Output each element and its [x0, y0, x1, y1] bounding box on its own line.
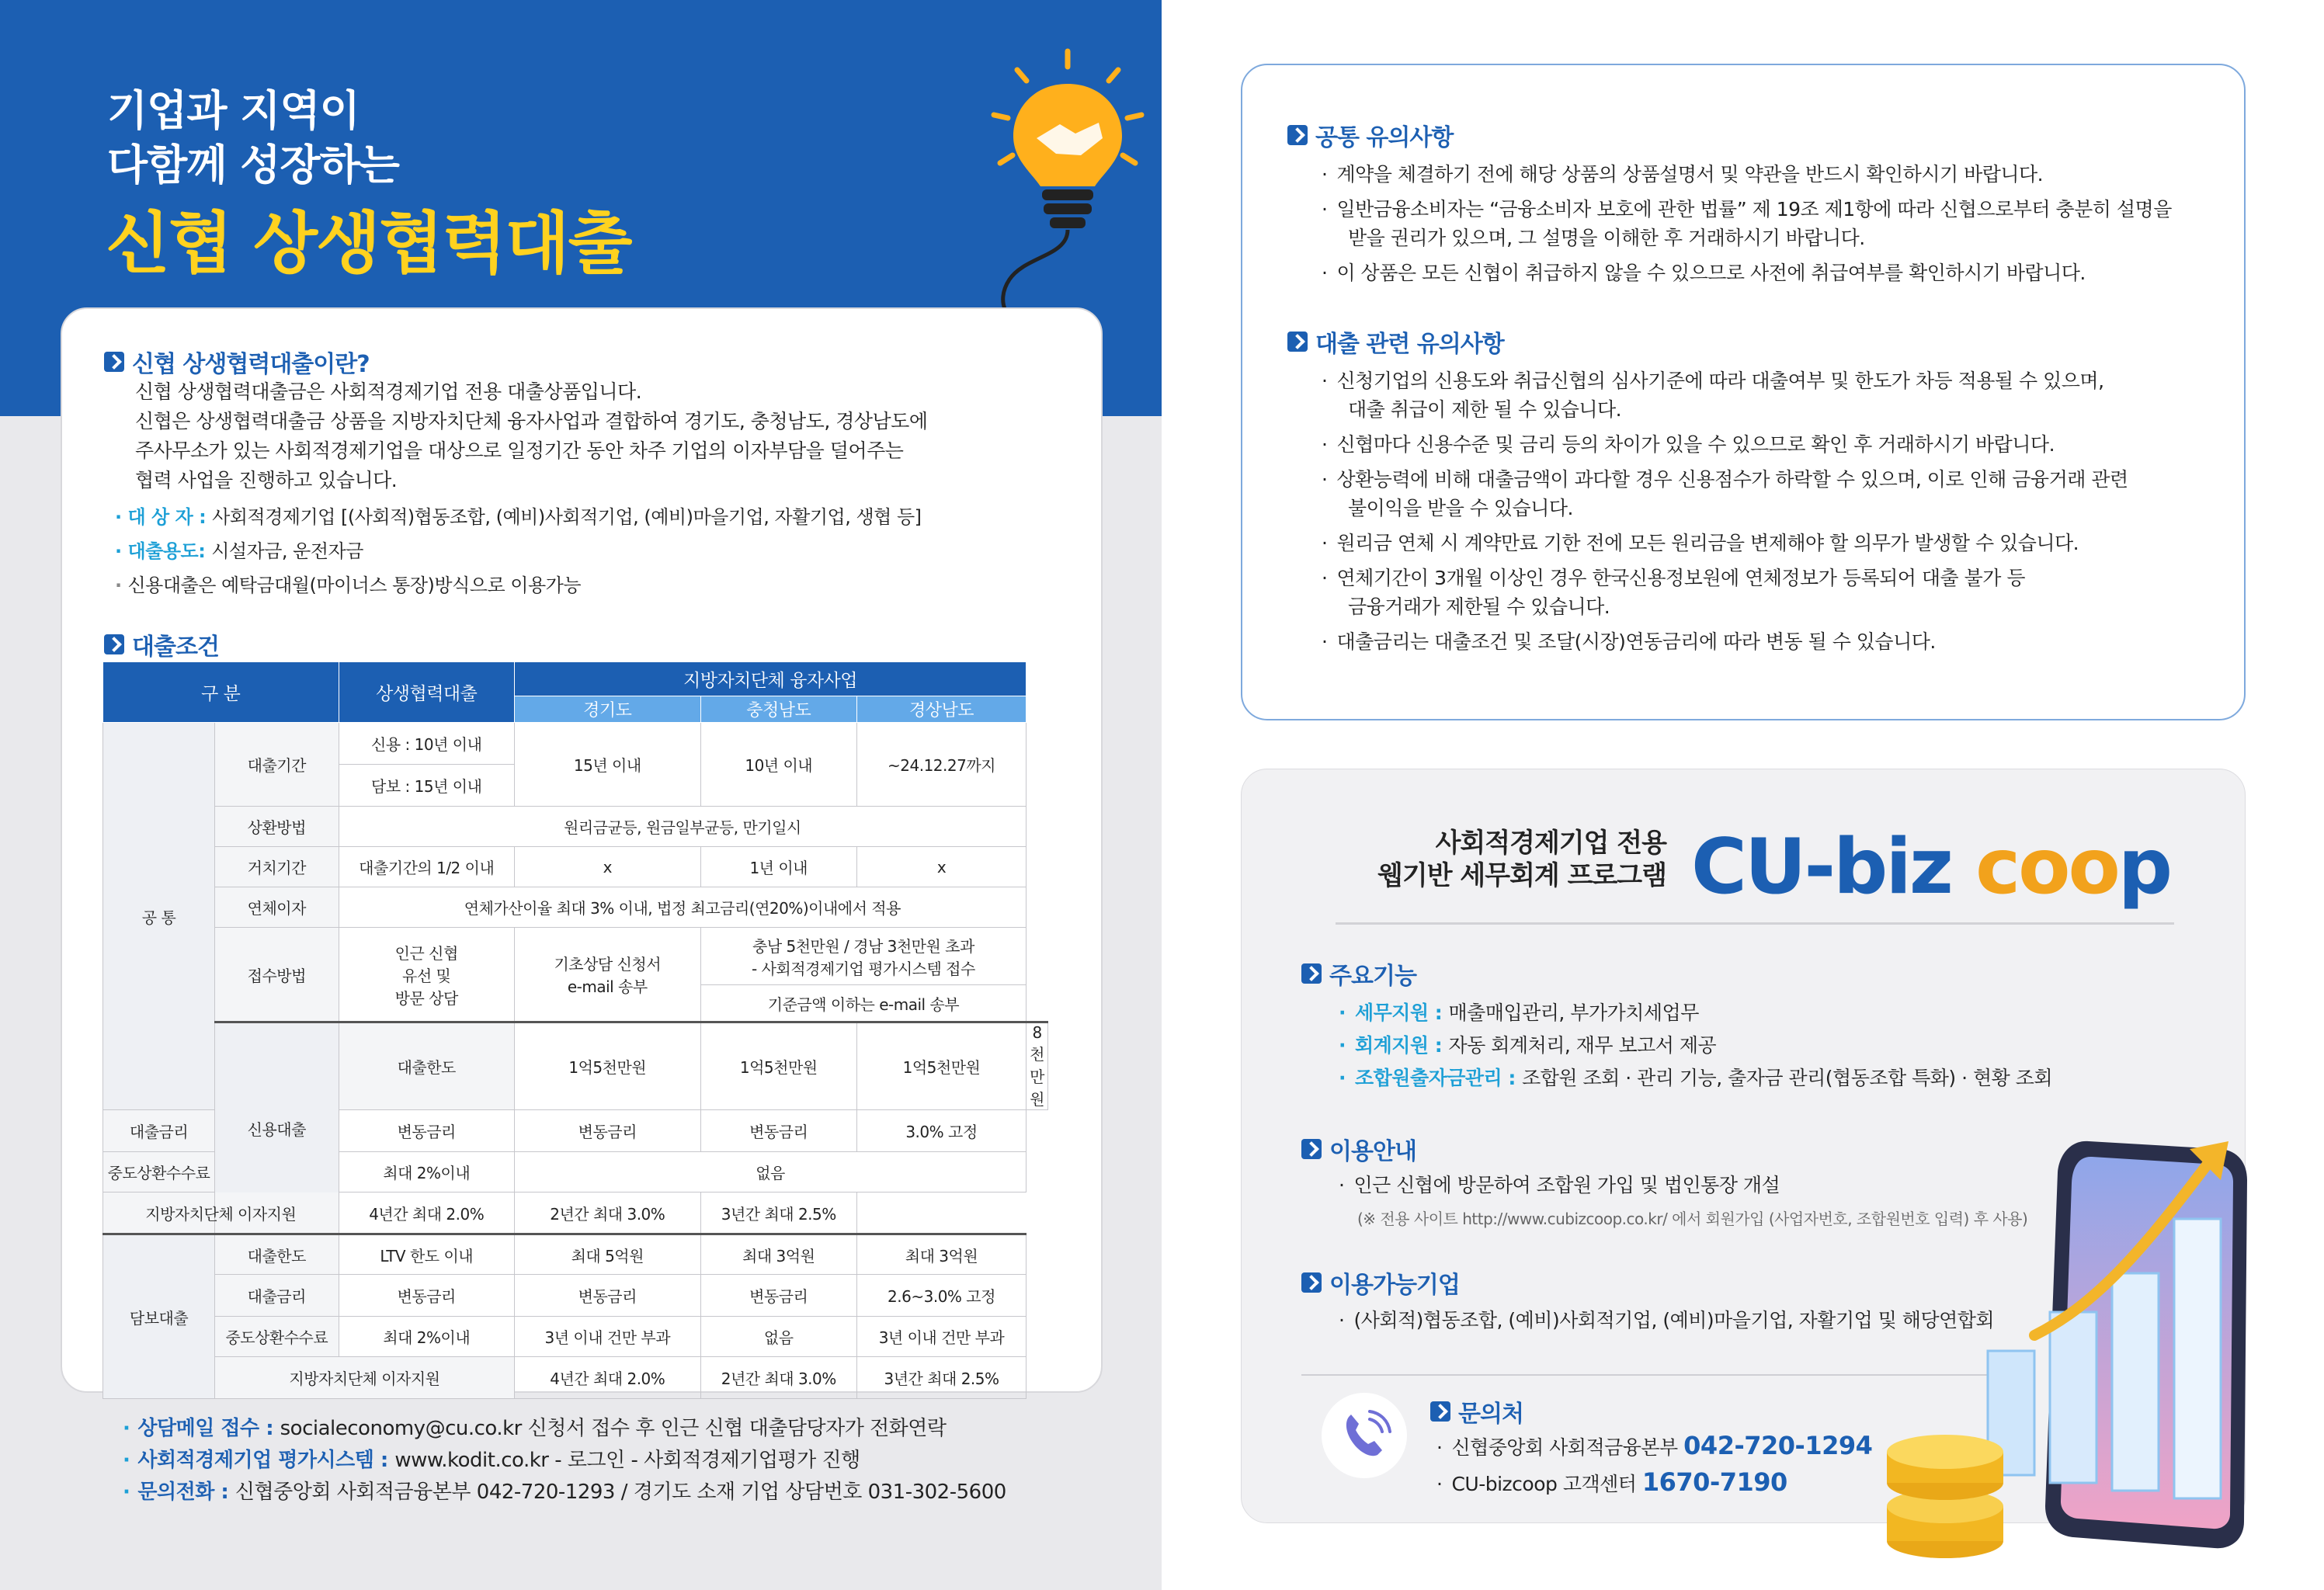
group-credit: 신용대출 — [215, 1022, 339, 1234]
cell-apply-gg: 기초상담 신청서 e-mail 송부 — [514, 928, 700, 1022]
hero-title-line2: 다함께 성장하는 — [107, 141, 399, 189]
cell: 변동금리 — [514, 1275, 700, 1317]
cubiz-sub1: 사회적경제기업 전용 — [1435, 828, 1666, 859]
cell: 1억5천만원 — [856, 1022, 1026, 1110]
note-phone: · 문의전화 : 신협중앙회 사회적금융본부 042-720-1293 / 경기도 소재 기업 상담번호 031-302-5600 — [123, 1481, 1006, 1504]
credit-note-line: · 신용대출은 예탁금대월(마이너스 통장)방식으로 이용가능 — [115, 575, 582, 596]
cell: 최대 3억원 — [700, 1234, 856, 1275]
cell: 연체가산이율 최대 3% 이내, 법정 최고금리(연20%)이내에서 적용 — [339, 887, 1027, 928]
list-item: · 계약을 체결하기 전에 해당 상품의 상품설명서 및 약관을 반드시 확인하시기 바랍니다. — [1322, 163, 2044, 186]
cubiz-sub2: 웹기반 세무회계 프로그램 — [1377, 860, 1666, 891]
loan-notice-list: · 신청기업의 신용도와 취급신협의 심사기준에 따라 대출여부 및 한도가 차등 적용될 수 있으며, 대출 취급이 제한 될 수 있습니다. · 신협마다 신용수준 및 금리 등의 차이가 있을 수 있으므로 확인 후 거래하시기 바랍니다. · 상환능력에 비해 대출금액이 과다할 경우 신용점수가 하락할 수 있으며, 이로 인해 금융거래 관련 불이익을 받을 수 있습니다. · 원리금 연체 시 계약만료 기한 전에 모든 원리금을 변제해야 할 의무가 발생할 수 있습니다. · 연체기간이 3개월 이상인 경우 한국신용정보원에 연체정보가 등록되어 대출 불가 등 금융거래가 제한될 수 있습니다. · 대출금리는 대출조건 및 조달(시장)연동금리에 따라 변동 될 수 있습니다. — [1322, 366, 2128, 656]
group-common: 공 통 — [103, 723, 215, 1110]
cell: 변동금리 — [514, 1110, 700, 1152]
cell: 4년간 최대 2.0% — [514, 1357, 700, 1399]
cell: ~24.12.27까지 — [856, 723, 1026, 807]
header-chungnam: 충청남도 — [700, 696, 856, 723]
row-grace: 거치기간 — [215, 847, 339, 887]
row-limit: 대출한도 — [339, 1022, 514, 1110]
cell: 2년간 최대 3.0% — [700, 1357, 856, 1399]
header-local: 지방자치단체 융자사업 — [514, 662, 1026, 696]
cell: 15년 이내 — [514, 723, 700, 807]
header-sangsaeng: 상생협력대출 — [339, 662, 514, 723]
cell: 기준금액 이하는 e-mail 송부 — [700, 985, 1027, 1022]
cell: 최대 5억원 — [514, 1234, 700, 1275]
cell: 3년 이내 건만 부과 — [514, 1317, 700, 1357]
divider — [1336, 922, 2174, 925]
cell: 변동금리 — [339, 1275, 514, 1317]
chevron-right-icon — [1301, 963, 1322, 984]
phone-icon — [1322, 1393, 1407, 1478]
contact-2-tel[interactable]: 1670-7190 — [1641, 1467, 1787, 1497]
row-subsidy: 지방자치단체 이자지원 — [215, 1357, 515, 1399]
cell: 담보 : 15년 이내 — [339, 765, 514, 807]
cell: 최대 2%이내 — [339, 1152, 514, 1192]
loan-notice-heading: 대출 관련 유의사항 — [1287, 325, 1504, 359]
cell: 1억5천만원 — [514, 1022, 700, 1110]
row-fee: 중도상환수수료 — [103, 1152, 215, 1192]
common-notice-heading: 공통 유의사항 — [1287, 118, 1453, 152]
row-rate: 대출금리 — [103, 1110, 215, 1152]
row-limit: 대출한도 — [215, 1234, 339, 1275]
cell: 8천만원 — [1027, 1022, 1048, 1110]
chevron-right-icon — [1301, 1272, 1322, 1293]
cell: 3.0% 고정 — [856, 1110, 1026, 1152]
cell: 변동금리 — [700, 1110, 856, 1152]
cell: 2.6~3.0% 고정 — [856, 1275, 1026, 1317]
contact-list — [1436, 1429, 1872, 1501]
cell-apply-cg: 충남 5천만원 / 경남 3천만원 초과 - 사회적경제기업 평가시스템 접수 — [700, 928, 1027, 985]
cell: 3년간 최대 2.5% — [700, 1192, 856, 1234]
contact-1: · 신협중앙회 사회적금융본부 042-720-1294 — [1436, 1431, 1873, 1460]
chevron-right-icon — [104, 352, 124, 372]
list-item: · 조합원출자금관리 : 조합원 조회 · 관리 기능, 출자금 관리(협동조합 특화) · 현황 조회 — [1339, 1067, 2053, 1089]
bottom-notes — [123, 1413, 1006, 1508]
list-item: · 원리금 연체 시 계약만료 기한 전에 모든 원리금을 변제해야 할 의무가 발생할 수 있습니다. — [1322, 532, 2079, 554]
features-heading: 주요기능 — [1301, 956, 1416, 991]
cell: 2년간 최대 3.0% — [514, 1192, 700, 1234]
cell: 변동금리 — [700, 1275, 856, 1317]
cell: 3년간 최대 2.5% — [856, 1357, 1026, 1399]
cell: 3년 이내 건만 부과 — [856, 1317, 1026, 1357]
chevron-right-icon — [1287, 125, 1308, 145]
header-gyeonggi: 경기도 — [514, 696, 700, 723]
contact-1-tel[interactable]: 042-720-1294 — [1683, 1431, 1873, 1460]
lightbulb-handshake-icon — [978, 47, 1157, 311]
row-repay: 상환방법 — [215, 807, 339, 847]
cell: 없음 — [700, 1317, 856, 1357]
row-subsidy: 지방자치단체 이자지원 — [103, 1192, 339, 1234]
list-item: · 연체기간이 3개월 이상인 경우 한국신용정보원에 연체정보가 등록되어 대출 불가 등 — [1322, 567, 2025, 589]
list-item: · 이 상품은 모든 신협이 취급하지 않을 수 있으므로 사전에 취급여부를 확인하시기 바랍니다. — [1322, 262, 2086, 284]
row-overdue: 연체이자 — [215, 887, 339, 928]
features-list — [1339, 997, 2052, 1095]
chevron-right-icon — [1287, 332, 1308, 352]
row-fee: 중도상환수수료 — [215, 1317, 339, 1357]
cell: 대출기간의 1/2 이내 — [339, 847, 514, 887]
contact-heading: 문의처 — [1430, 1394, 1523, 1429]
group-secured: 담보대출 — [103, 1234, 215, 1399]
cell: 1억5천만원 — [700, 1022, 856, 1110]
row-rate: 대출금리 — [215, 1275, 339, 1317]
common-notice-list: · 계약을 체결하기 전에 해당 상품의 상품설명서 및 약관을 반드시 확인하시기 바랍니다. · 일반금융소비자는 “금융소비자 보호에 관한 법률” 제 19조 제1항에 따라 신협으로부터 충분히 설명을 받을 권리가 있으며, 그 설명을 이해한 후 거래하시기 바랍니다. · 이 상품은 모든 신협이 취급하지 않을 수 있으므로 사전에 취급여부를 확인하시기 바랍니다. — [1322, 160, 2172, 287]
list-item: · 세무지원 : 매출매입관리, 부가가치세업무 — [1339, 1002, 1699, 1024]
cell: 원리금균등, 원금일부균등, 만기일시 — [339, 807, 1027, 847]
note-eval: · 사회적경제기업 평가시스템 : www.kodit.co.kr - 로그인 - 사회적경제기업평가 진행 — [123, 1449, 860, 1472]
header-gubun: 구 분 — [103, 662, 339, 723]
cell: 신용 : 10년 이내 — [339, 723, 514, 765]
hero-title-main: 신협 상생협력대출 — [106, 205, 631, 283]
list-item: · 신청기업의 신용도와 취급신협의 심사기준에 따라 대출여부 및 한도가 차등 적용될 수 있으며, — [1322, 370, 2104, 392]
use-line: · 대출용도: 시설자금, 운전자금 — [115, 540, 363, 562]
smartphone-growth-illustration — [1879, 1118, 2283, 1568]
cell: x — [514, 847, 700, 887]
intro-paragraph: 신협 상생협력대출금은 사회적경제기업 전용 대출상품입니다. 신협은 상생협력대출금 상품을 지방자치단체 융자사업과 결합하여 경기도, 충청남도, 경상남도에 주사무소가 있는 사회적경제기업을 대상으로 일정기간 동안 차주 기업의 이자부담을 덜어주는 협력 사업을 진행하고 있습니다. — [135, 380, 928, 491]
list-item: · 신협마다 신용수준 및 금리 등의 차이가 있을 수 있으므로 확인 후 거래하시기 바랍니다. — [1322, 433, 2055, 456]
cell: 4년간 최대 2.0% — [339, 1192, 514, 1234]
list-item: · 회계지원 : 자동 회계처리, 재무 보고서 제공 — [1339, 1034, 1717, 1057]
cell-apply-ss: 인근 신협 유선 및 방문 상담 — [339, 928, 514, 1022]
cell: 최대 2%이내 — [339, 1317, 514, 1357]
target-line: · 대 상 자 : 사회적경제기업 [(사회적)협동조합, (예비)사회적기업, (예비)마을기업, 자활기업, 생협 등] — [115, 506, 922, 528]
cell: 변동금리 — [339, 1110, 514, 1152]
phone-icon-badge — [1322, 1393, 1407, 1478]
chevron-right-icon — [1301, 1139, 1322, 1159]
intro-heading: 신협 상생협력대출이란? — [104, 345, 370, 379]
cell: 1년 이내 — [700, 847, 856, 887]
cell: 없음 — [514, 1152, 1026, 1192]
list-item: · 일반금융소비자는 “금융소비자 보호에 관한 법률” 제 19조 제1항에 따라 신협으로부터 충분히 설명을 — [1322, 198, 2172, 220]
hero-title-line1: 기업과 지역이 — [107, 86, 360, 135]
chevron-right-icon — [1430, 1401, 1450, 1422]
row-period: 대출기간 — [215, 723, 339, 807]
eligible-heading: 이용가능기업 — [1301, 1265, 1460, 1300]
guide-note: (※ 전용 사이트 http://www.cubizcoop.co.kr/ 에서 회원가입 (사업자번호, 조합원번호 입력) 후 사용) — [1357, 1210, 2028, 1228]
row-apply: 접수방법 — [215, 928, 339, 1022]
loan-conditions-table — [102, 661, 1048, 1399]
conditions-heading: 대출조건 — [104, 627, 219, 661]
guide-heading: 이용안내 — [1301, 1132, 1416, 1166]
cell: 10년 이내 — [700, 723, 856, 807]
list-item: · 대출금리는 대출조건 및 조달(시장)연동금리에 따라 변동 될 수 있습니다. — [1322, 630, 1936, 653]
list-item: · 상환능력에 비해 대출금액이 과다할 경우 신용점수가 하락할 수 있으며, 이로 인해 금융거래 관련 — [1322, 468, 2128, 491]
cell: x — [856, 847, 1026, 887]
chevron-right-icon — [104, 634, 124, 654]
guide-item: · 인근 신협에 방문하여 조합원 가입 및 법인통장 개설 — [1339, 1174, 1780, 1196]
cubiz-logo: CU-biz coop — [1691, 823, 2170, 911]
cell: LTV 한도 이내 — [339, 1234, 514, 1275]
note-mail: · 상담메일 접수 : socialeconomy@cu.co.kr 신청서 접수 후 인근 신협 대출담당자가 전화연락 — [123, 1417, 947, 1440]
eligible-item: · (사회적)협동조합, (예비)사회적기업, (예비)마을기업, 자활기업 및 해당연합회 — [1339, 1309, 1995, 1331]
contact-2: · CU-bizcoop 고객센터 1670-7190 — [1436, 1467, 1787, 1497]
cell: 최대 3억원 — [856, 1234, 1026, 1275]
header-gyeongnam: 경상남도 — [856, 696, 1026, 723]
